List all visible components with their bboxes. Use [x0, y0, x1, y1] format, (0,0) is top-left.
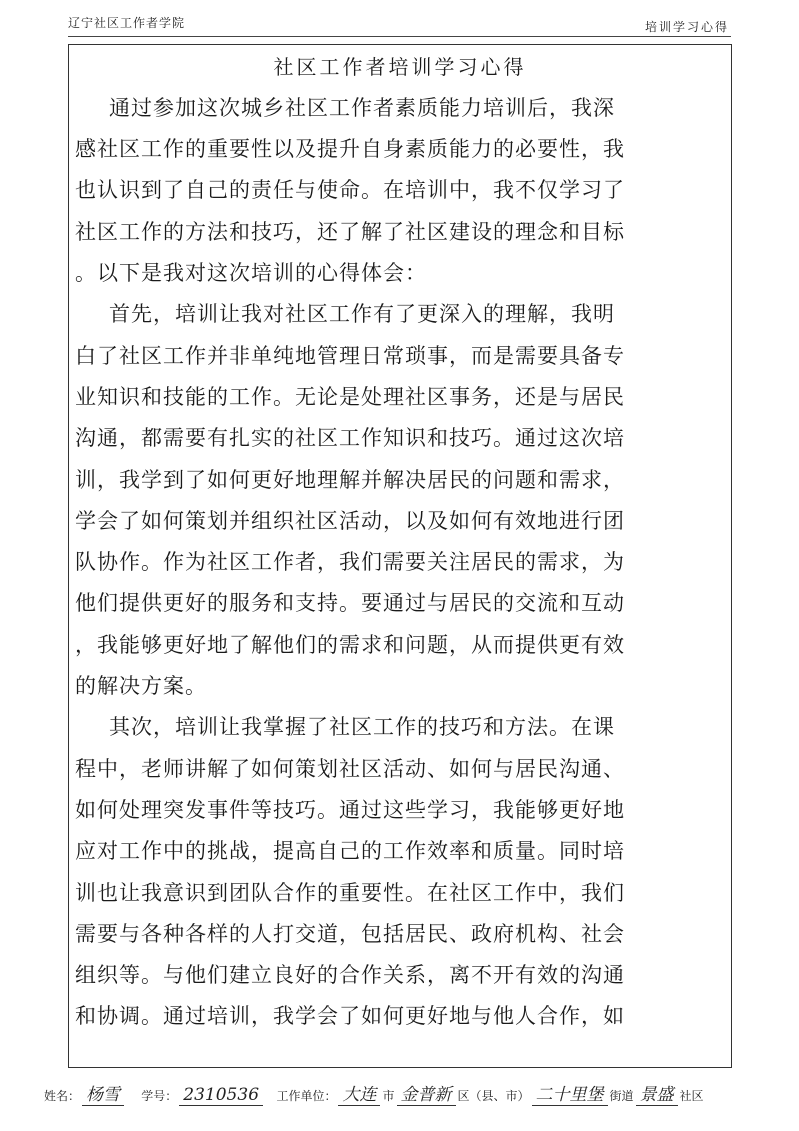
essay-line: 学会了如何策划并组织社区活动，以及如何有效地进行团 [75, 508, 625, 533]
essay-line: 社区工作的方法和技巧，还了解了社区建设的理念和目标 [75, 219, 625, 244]
essay-line: 沟通，都需要有扎实的社区工作知识和技巧。通过这次培 [75, 426, 625, 451]
street-suffix: 街道 [609, 1089, 634, 1103]
essay-line: 首先，培训让我对社区工作有了更深入的理解，我明 [109, 302, 615, 327]
footer-info [44, 1080, 704, 1106]
street-value: 二十里堡 [532, 1080, 608, 1106]
essay-line: 其次，培训让我掌握了社区工作的技巧和方法。在课 [109, 715, 615, 740]
community-value: 景盛 [636, 1080, 678, 1106]
essay-line: 白了社区工作并非单纯地管理日常琐事，而是需要具备专 [75, 343, 625, 368]
essay-line: 队协作。作为社区工作者，我们需要关注居民的需求，为 [75, 550, 625, 575]
id-value: 2310536 [179, 1085, 263, 1106]
unit-label: 工作单位： [276, 1089, 337, 1103]
community-suffix: 社区 [679, 1089, 704, 1103]
essay-line: 也认识到了自己的责任与使命。在培训中，我不仅学习了 [75, 178, 625, 203]
writing-sheet [68, 44, 732, 1068]
essay-line: 应对工作中的挑战，提高自己的工作效率和质量。同时培 [75, 839, 625, 864]
essay-line: 需要与各种各样的人打交道，包括居民、政府机构、社会 [75, 921, 625, 946]
city-value: 大连 [338, 1080, 380, 1106]
essay-line: 感社区工作的重要性以及提升自身素质能力的必要性，我 [75, 137, 625, 162]
essay-line: 。以下是我对这次培训的心得体会： [75, 261, 427, 285]
header-doc-type: 培训学习心得 [644, 20, 729, 34]
essay-line: 训也让我意识到团队合作的重要性。在社区工作中，我们 [75, 880, 625, 905]
essay-line: 训，我学到了如何更好地理解并解决居民的问题和需求， [75, 467, 625, 492]
essay-line: 他们提供更好的服务和支持。要通过与居民的交流和互动 [75, 591, 625, 616]
essay-line: 通过参加这次城乡社区工作者素质能力培训后，我深 [109, 95, 615, 120]
district-value: 金普新 [397, 1080, 456, 1106]
essay-line: 程中，老师讲解了如何策划社区活动、如何与居民沟通、 [75, 756, 625, 781]
essay-line: 和协调。通过培训，我学会了如何更好地与他人合作，如 [75, 1004, 625, 1029]
essay-title: 社区工作者培训学习心得 [273, 55, 527, 79]
essay-line: 的解决方案。 [75, 674, 207, 698]
district-suffix: 区（县、市） [457, 1089, 530, 1103]
name-value: 杨雪 [82, 1080, 124, 1106]
header-org: 辽宁社区工作者学院 [68, 16, 186, 30]
id-label: 学号： [141, 1089, 178, 1103]
essay-line: ，我能够更好地了解他们的需求和问题，从而提供更有效 [75, 632, 625, 657]
essay-line: 业知识和技能的工作。无论是处理社区事务，还是与居民 [75, 384, 625, 409]
name-label: 姓名： [44, 1089, 81, 1103]
city-suffix: 市 [382, 1089, 395, 1103]
header-rule [68, 36, 731, 37]
essay-line: 如何处理突发事件等技巧。通过这些学习，我能够更好地 [75, 797, 625, 822]
essay-line: 组织等。与他们建立良好的合作关系，离不开有效的沟通 [75, 963, 625, 988]
